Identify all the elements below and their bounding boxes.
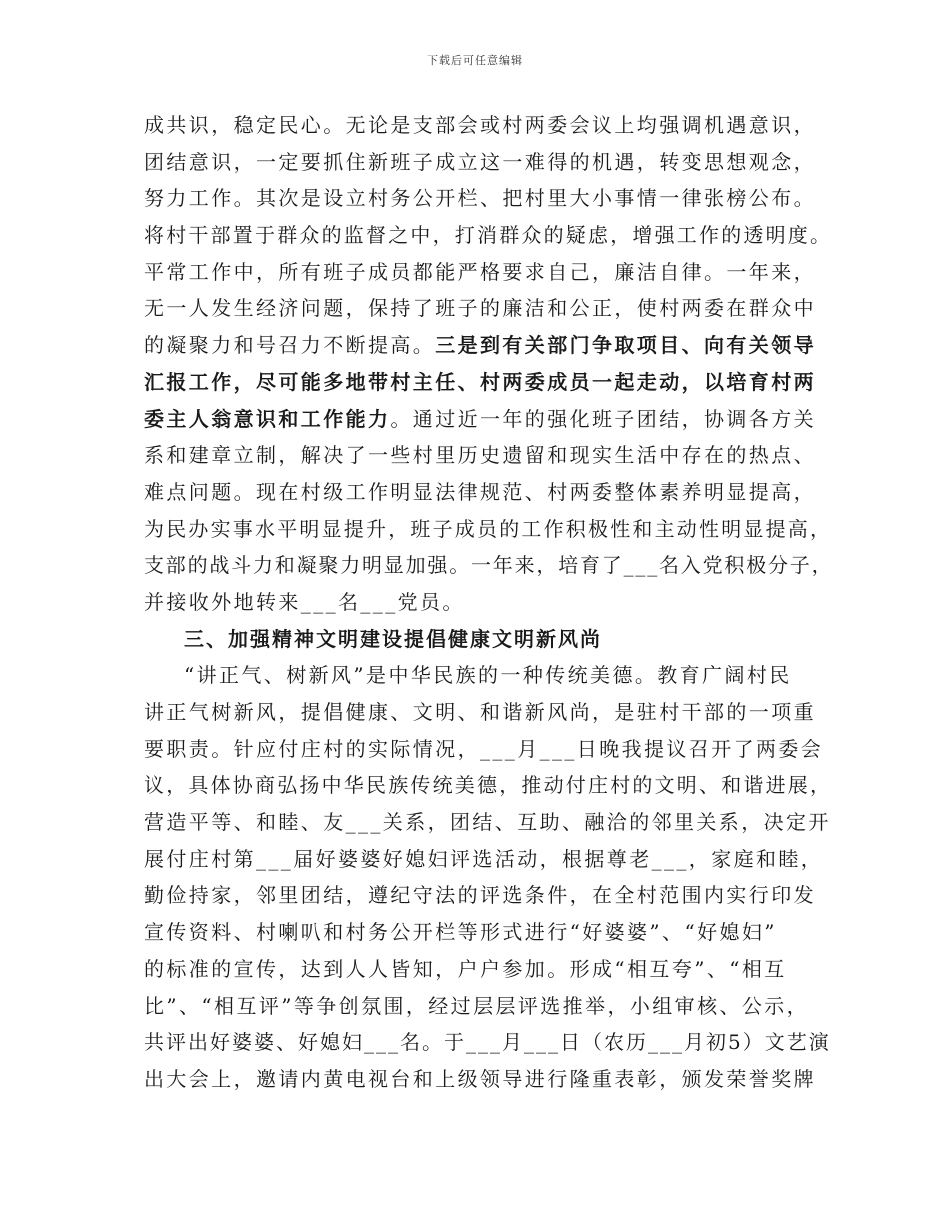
bold-phrase: 三是到有关部门争取项目、向有关领导 bbox=[435, 333, 817, 358]
line-text: 成共识，稳定民心。无论是支部会或村两委会议上均强调机遇意识， bbox=[144, 113, 816, 137]
text-line-5 bbox=[144, 254, 834, 291]
line-text: 议，具体协商弘扬中华民族传统美德，推动付庄村的文明、和谐进展， bbox=[144, 773, 833, 798]
line-text: 汇报工作，尽可能多地带村主任、村两委成员一起走动，以培育村两 bbox=[144, 369, 816, 394]
text-line-22 bbox=[144, 877, 834, 914]
text-line-19 bbox=[144, 767, 834, 804]
text-line-24 bbox=[144, 951, 834, 988]
text-line-21 bbox=[144, 841, 834, 878]
text-line-17 bbox=[144, 694, 834, 731]
section-heading bbox=[144, 621, 834, 658]
text-line-3 bbox=[144, 180, 834, 217]
document-body bbox=[144, 107, 834, 1098]
line-text: 出大会上，邀请内黄电视台和上级领导进行隆重表彰，颁发荣誉奖牌 bbox=[144, 1066, 816, 1091]
text-line-2 bbox=[144, 144, 834, 181]
text-line-13 bbox=[144, 547, 834, 584]
text-line-10 bbox=[144, 437, 834, 474]
text-line-25 bbox=[144, 988, 834, 1025]
line-text: 系和建章立制，解决了一些村里历史遗留和现实生活中存在的热点、 bbox=[144, 443, 816, 468]
line-text: 营造平等、和睦、友___关系，团结、互助、融洽的邻里关系，决定开 bbox=[144, 810, 831, 835]
text-line-12 bbox=[144, 511, 834, 548]
line-text: 讲正气树新风，提倡健康、文明、和谐新风尚，是驻村干部的一项重 bbox=[144, 700, 816, 724]
text-line-1 bbox=[144, 107, 834, 144]
line-text: 共评出好婆婆、好媳妇___名。于___月___日（农历___月初5）文艺演 bbox=[144, 1030, 831, 1055]
line-text: 要职责。针应付庄村的实际情况，___月___日晚我提议召开了两委会 bbox=[144, 736, 824, 761]
text-line-8 bbox=[144, 364, 834, 401]
text-line-9 bbox=[144, 401, 834, 438]
line-text: 比”、“相互评”等争创氛围，经过层层评选推举，小组审核、公示， bbox=[144, 993, 810, 1018]
line-text: 宣传资料、村喇叭和村务公开栏等形式进行“好婆婆”、“好媳妇” bbox=[144, 920, 777, 945]
page-header: 下载后可任意编辑 bbox=[427, 54, 523, 67]
line-text: 支部的战斗力和凝聚力明显加强。一年来，培育了___名入党积极分子， bbox=[144, 553, 834, 578]
line-text: 努力工作。其次是设立村务公开栏、把村里大小事情一律张榜公布。 bbox=[144, 186, 816, 211]
text-line-26 bbox=[144, 1024, 834, 1061]
text-line-14 bbox=[144, 584, 834, 621]
bold-phrase: 委主人翁意识和工作能力 bbox=[144, 406, 391, 431]
line-text: 的凝聚力和号召力不断提高。 bbox=[144, 333, 436, 358]
line-text: 难点问题。现在村级工作明显法律规范、村两委整体素养明显提高， bbox=[144, 479, 816, 504]
text-line-27 bbox=[144, 1061, 834, 1098]
line-text: 。通过近一年的强化班子团结，协调各方关 bbox=[390, 406, 817, 431]
text-line-4 bbox=[144, 217, 834, 254]
text-line-18 bbox=[144, 731, 834, 768]
line-text: 团结意识，一定要抓住新班子成立这一难得的机遇，转变思想观念， bbox=[144, 149, 816, 174]
text-line-20 bbox=[144, 804, 834, 841]
text-line-16 bbox=[144, 657, 834, 694]
line-text: 无一人发生经济问题，保持了班子的廉洁和公正，使村两委在群众中 bbox=[144, 296, 816, 321]
line-text: “讲正气、树新风”是中华民族的一种传统美德。教育广阔村民 bbox=[184, 663, 792, 688]
text-line-6 bbox=[144, 290, 834, 327]
line-text: 展付庄村第___届好婆婆好媳妇评选活动，根据尊老___，家庭和睦， bbox=[144, 846, 824, 871]
text-line-7 bbox=[144, 327, 834, 364]
section-heading-text: 三、加强精神文明建设提倡健康文明新风尚 bbox=[184, 626, 602, 651]
line-text: 将村干部置于群众的监督之中，打消群众的疑虑，增强工作的透明度。 bbox=[144, 223, 833, 248]
text-line-11 bbox=[144, 474, 834, 511]
line-text: 并接收外地转来___名___党员。 bbox=[144, 589, 465, 614]
line-text: 平常工作中，所有班子成员都能严格要求自己，廉洁自律。一年来， bbox=[144, 259, 816, 284]
line-text: 的标准的宣传，达到人人皆知，户户参加。形成“相互夸”、“相互 bbox=[144, 956, 787, 981]
line-text: 勤俭持家，邻里团结，遵纪守法的评选条件，在全村范围内实行印发 bbox=[144, 883, 816, 908]
line-text: 为民办实事水平明显提升，班子成员的工作积极性和主动性明显提高， bbox=[144, 516, 833, 541]
text-line-23 bbox=[144, 914, 834, 951]
